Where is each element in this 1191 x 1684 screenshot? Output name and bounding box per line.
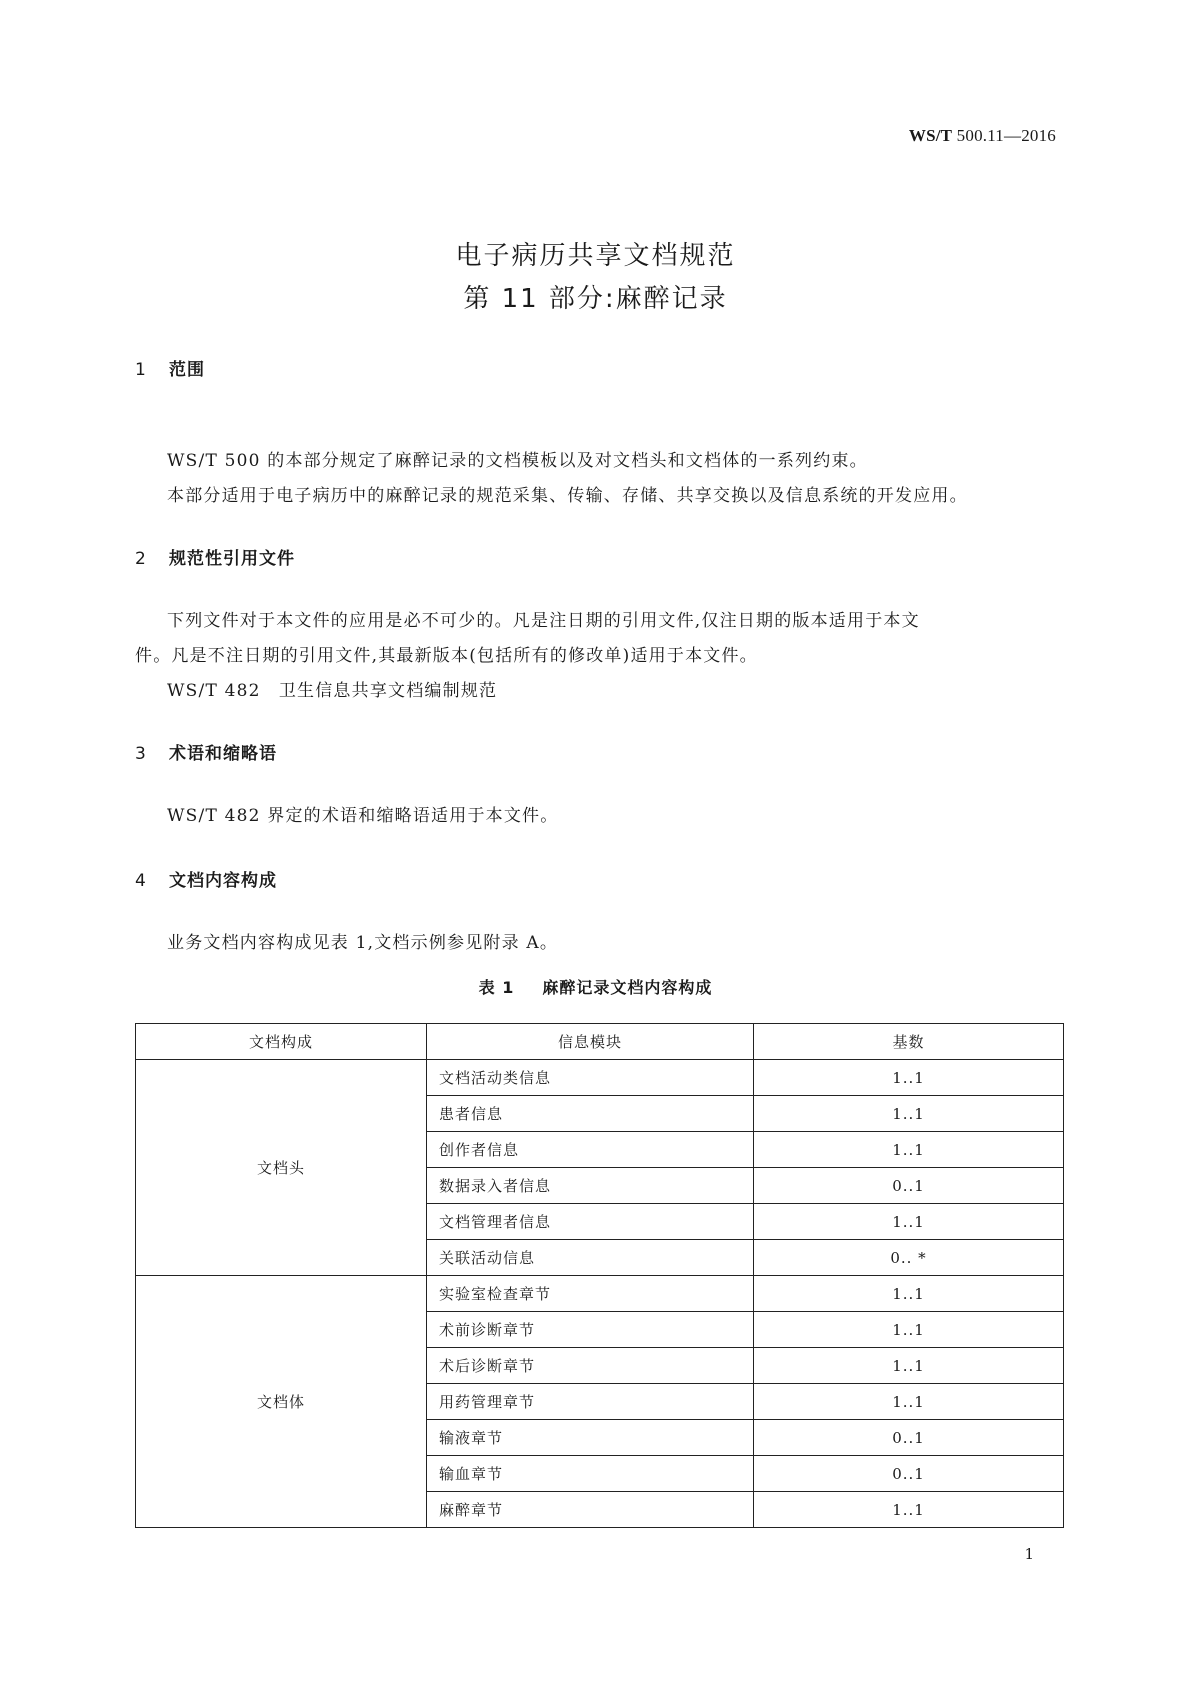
column-header: 文档构成 [136, 1024, 427, 1060]
paragraph: 业务文档内容构成见表 1,文档示例参见附录 A。 [167, 933, 559, 953]
cardinality-cell: 1..1 [754, 1132, 1064, 1168]
cardinality-cell: 1..1 [754, 1276, 1064, 1312]
document-subtitle: 第 11 部分:麻醉记录 [463, 284, 728, 314]
section-1-heading [135, 355, 205, 380]
cardinality-cell: 1..1 [754, 1060, 1064, 1096]
document-code-prefix: WS/T [908, 126, 953, 145]
paragraph-continuation: 件。凡是不注日期的引用文件,其最新版本(包括所有的修改单)适用于本文件。 [135, 646, 758, 666]
group-cell: 文档体 [136, 1276, 427, 1528]
normative-reference: WS/T 482 卫生信息共享文档编制规范 [167, 681, 498, 701]
section-title: 规范性引用文件 [169, 549, 295, 569]
cardinality-cell: 1..1 [754, 1096, 1064, 1132]
section-3-heading [135, 739, 277, 764]
module-cell: 数据录入者信息 [427, 1168, 754, 1204]
page-number: 1 [1024, 1545, 1034, 1563]
document-code-number: 500.11—2016 [956, 126, 1056, 145]
module-cell: 输血章节 [427, 1456, 754, 1492]
cardinality-cell: 1..1 [754, 1384, 1064, 1420]
module-cell: 麻醉章节 [427, 1492, 754, 1528]
module-cell: 文档管理者信息 [427, 1204, 754, 1240]
document-title: 电子病历共享文档规范 [455, 241, 736, 271]
section-title: 文档内容构成 [169, 871, 277, 891]
content-structure-table [135, 1023, 1064, 1528]
cardinality-cell: 0.. * [754, 1240, 1064, 1276]
cardinality-cell: 0..1 [754, 1420, 1064, 1456]
column-header: 信息模块 [427, 1024, 754, 1060]
cardinality-cell: 0..1 [754, 1456, 1064, 1492]
module-cell: 用药管理章节 [427, 1384, 754, 1420]
section-2-heading [135, 544, 295, 569]
cardinality-cell: 0..1 [754, 1168, 1064, 1204]
table-caption-text: 麻醉记录文档内容构成 [542, 978, 713, 997]
section-title: 术语和缩略语 [169, 744, 277, 764]
cardinality-cell: 1..1 [754, 1348, 1064, 1384]
cardinality-cell: 1..1 [754, 1492, 1064, 1528]
table-caption [0, 975, 1191, 998]
paragraph: WS/T 500 的本部分规定了麻醉记录的文档模板以及对文档头和文档体的一系列约束。 [167, 451, 868, 471]
section-number: 4 [135, 871, 147, 891]
module-cell: 术前诊断章节 [427, 1312, 754, 1348]
module-cell: 实验室检查章节 [427, 1276, 754, 1312]
section-number: 3 [135, 744, 147, 764]
module-cell: 输液章节 [427, 1420, 754, 1456]
document-code [909, 126, 1056, 146]
cardinality-cell: 1..1 [754, 1204, 1064, 1240]
section-number: 2 [135, 549, 147, 569]
paragraph: WS/T 482 界定的术语和缩略语适用于本文件。 [167, 806, 559, 826]
module-cell: 术后诊断章节 [427, 1348, 754, 1384]
section-title: 范围 [169, 360, 205, 380]
table-header-row [136, 1024, 1064, 1060]
table-row [136, 1276, 1064, 1312]
table-row [136, 1060, 1064, 1096]
section-4-heading [135, 866, 277, 891]
table-caption-label: 表 1 [478, 978, 515, 997]
group-cell: 文档头 [136, 1060, 427, 1276]
module-cell: 文档活动类信息 [427, 1060, 754, 1096]
cardinality-cell: 1..1 [754, 1312, 1064, 1348]
column-header: 基数 [754, 1024, 1064, 1060]
module-cell: 患者信息 [427, 1096, 754, 1132]
paragraph: 下列文件对于本文件的应用是必不可少的。凡是注日期的引用文件,仅注日期的版本适用于本文 [167, 611, 920, 631]
module-cell: 创作者信息 [427, 1132, 754, 1168]
module-cell: 关联活动信息 [427, 1240, 754, 1276]
paragraph: 本部分适用于电子病历中的麻醉记录的规范采集、传输、存储、共享交换以及信息系统的开发应用。 [167, 486, 968, 506]
section-number: 1 [135, 360, 147, 380]
